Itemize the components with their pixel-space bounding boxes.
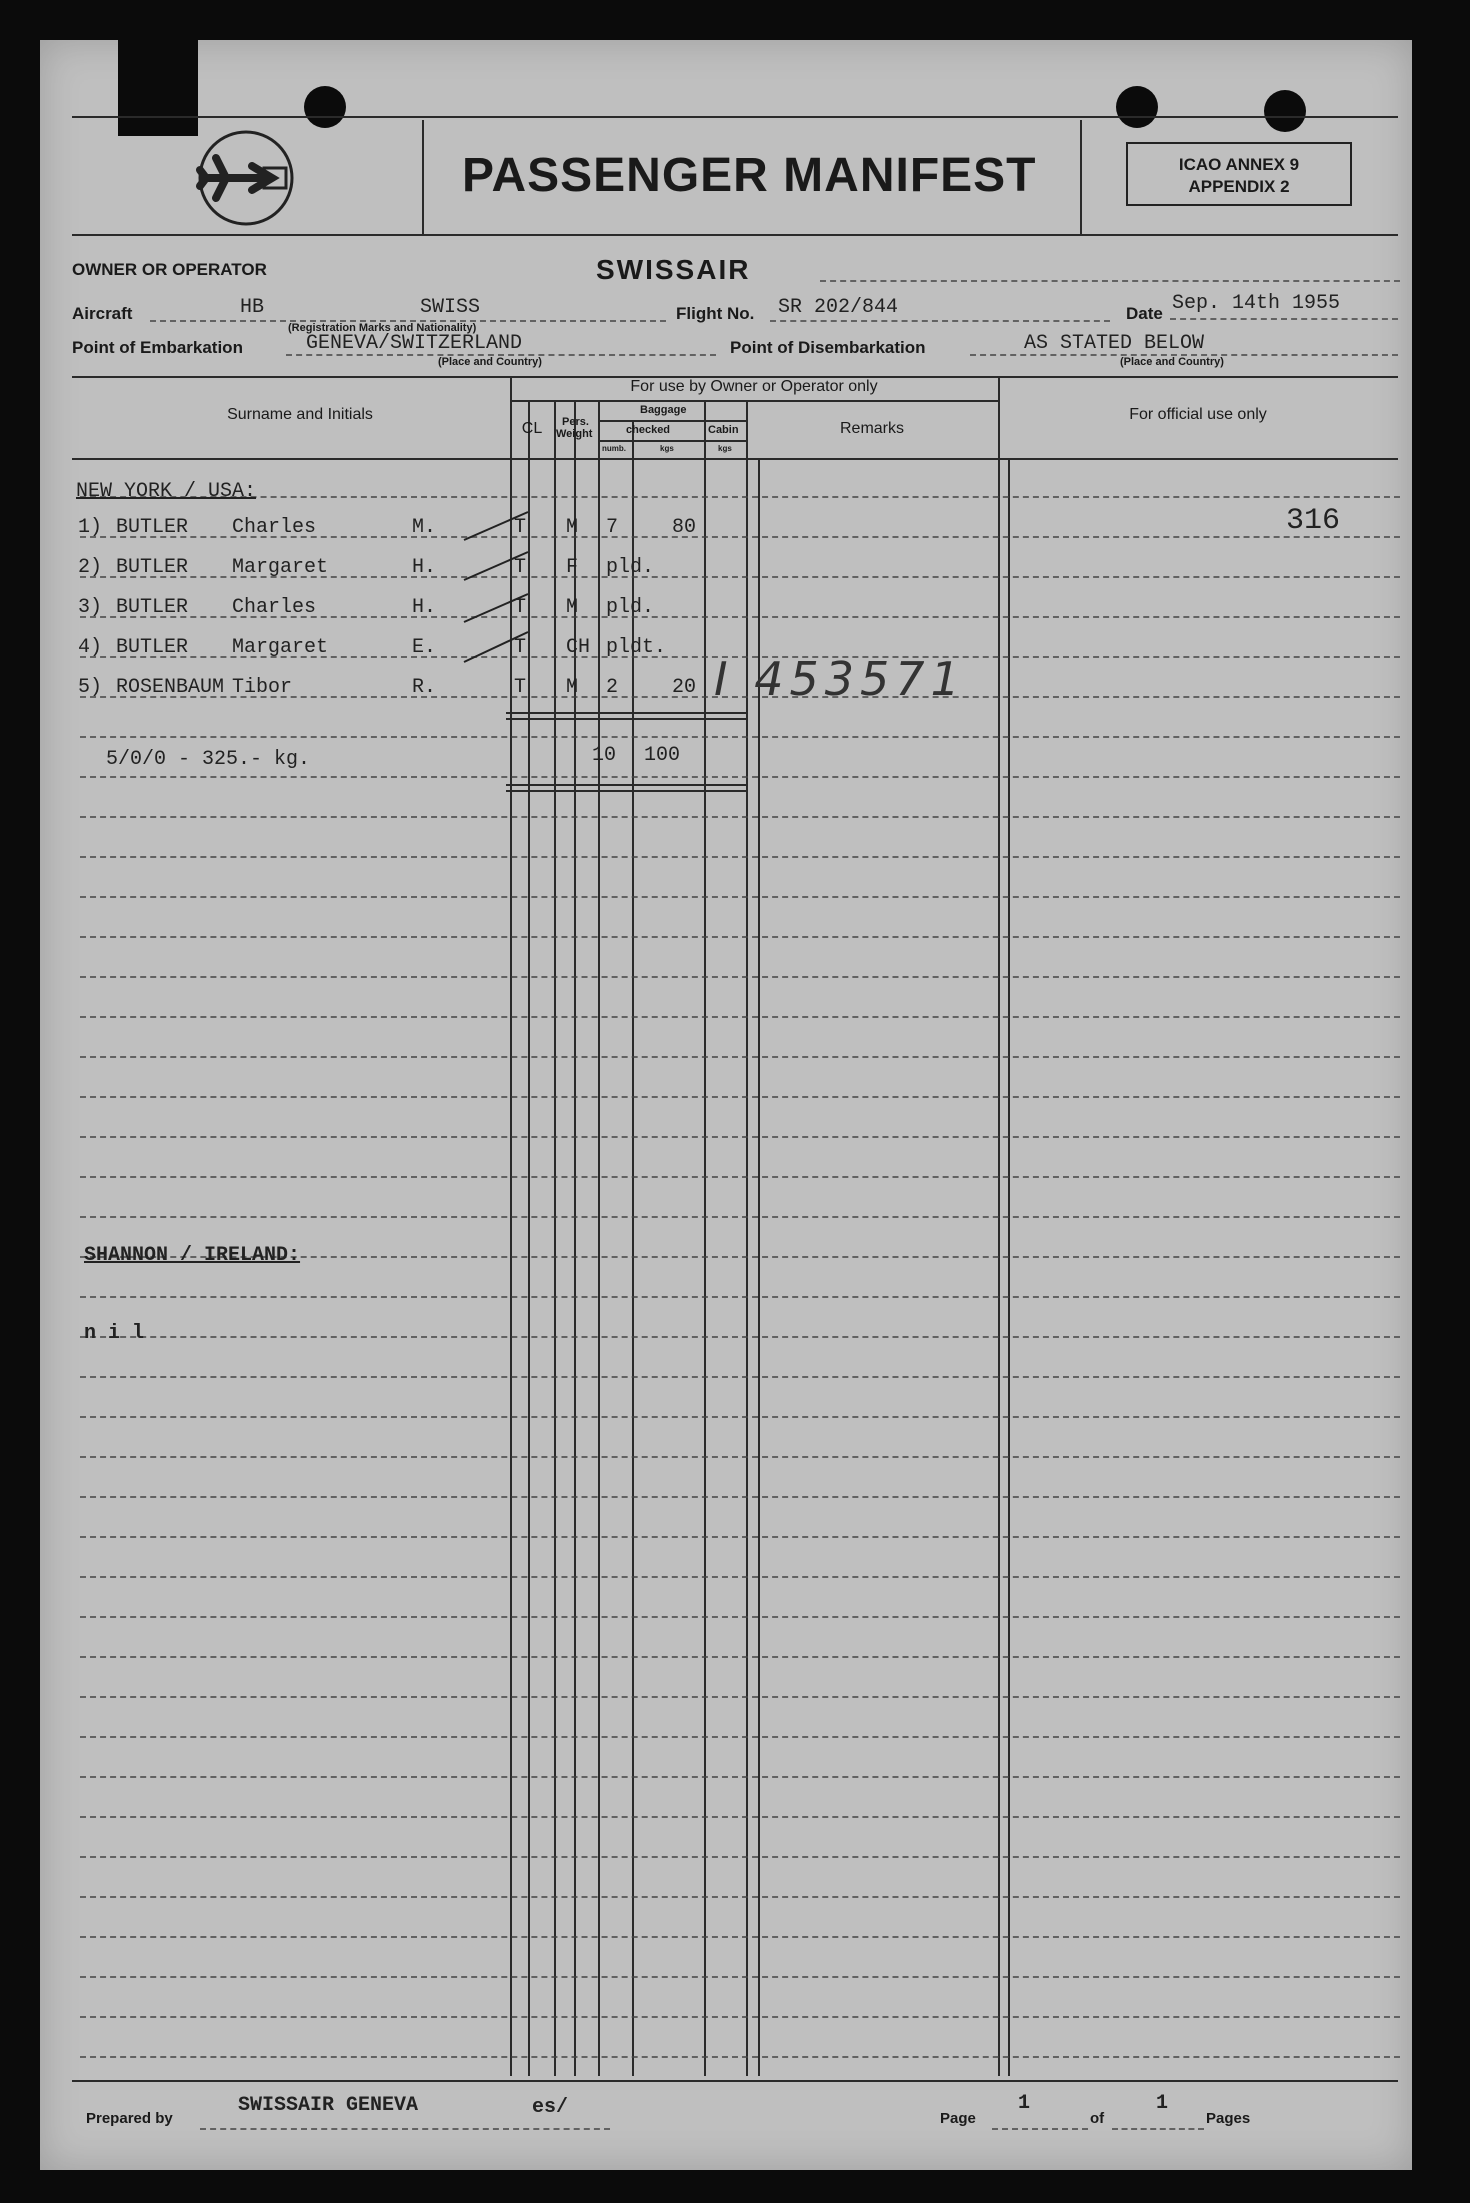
- ruled-line: [80, 976, 1400, 978]
- owner-label: OWNER OR OPERATOR: [72, 260, 267, 279]
- ruled-line: [80, 1656, 1400, 1658]
- total-kgs: 100: [644, 744, 681, 767]
- ruled-line: [80, 1376, 1400, 1378]
- kgs-header: kgs: [660, 444, 674, 453]
- icao-line-2: APPENDIX 2: [1188, 177, 1290, 196]
- embark-value: GENEVA/SWITZERLAND: [306, 332, 523, 355]
- official-header: For official use only: [1129, 406, 1267, 423]
- ruled-line: [80, 1976, 1400, 1978]
- ruled-line: [80, 496, 1400, 498]
- punch-hole: [1264, 90, 1306, 132]
- passenger-numb: pld.: [606, 596, 655, 619]
- passenger-surname: BUTLER: [116, 636, 189, 659]
- ruled-line: [80, 776, 1400, 778]
- passenger-given: Margaret: [232, 556, 329, 579]
- pages-label: Pages: [1206, 2110, 1251, 2127]
- disembark-value: AS STATED BELOW: [1024, 332, 1205, 355]
- ruled-line: [80, 1776, 1400, 1778]
- owner-use-header: For use by Owner or Operator only: [630, 378, 878, 395]
- disembark-note: (Place and Country): [1120, 356, 1224, 368]
- passenger-cl: T: [514, 596, 527, 619]
- passenger-surname: BUTLER: [116, 596, 189, 619]
- passenger-numb: 7: [606, 516, 619, 539]
- passenger-initial: R.: [412, 676, 437, 699]
- tick-marks: [460, 500, 540, 680]
- cabin-header: Cabin: [708, 424, 739, 436]
- passenger-initial: E.: [412, 636, 437, 659]
- ruled-line: [80, 1696, 1400, 1698]
- of-label: of: [1090, 2110, 1105, 2127]
- ruled-line: [80, 2016, 1400, 2018]
- cl-header: CL: [521, 420, 543, 437]
- passenger-no: 2): [78, 556, 103, 579]
- airplane-logo-icon: [194, 130, 298, 226]
- aircraft-label: Aircraft: [72, 304, 133, 323]
- passenger-kgs: 80: [672, 516, 697, 539]
- page-label: Page: [940, 2110, 976, 2127]
- ruled-line: [80, 1336, 1400, 1338]
- owner-value: SWISSAIR: [596, 254, 751, 285]
- ruled-line: [80, 1816, 1400, 1818]
- handwritten-remark: I 453571: [714, 652, 966, 706]
- icao-box: [1126, 142, 1352, 206]
- prepared-value: SWISSAIR GENEVA: [238, 2094, 419, 2117]
- total-numb: 10: [592, 744, 617, 767]
- aircraft-nationality: SWISS: [420, 296, 481, 319]
- prepared-initials: es/: [532, 2096, 569, 2119]
- passenger-numb: pldt.: [606, 636, 667, 659]
- ruled-line: [80, 1736, 1400, 1738]
- passenger-weight: M: [566, 596, 579, 619]
- passenger-weight: M: [566, 516, 579, 539]
- passenger-given: Tibor: [232, 676, 293, 699]
- embark-label: Point of Embarkation: [72, 338, 243, 357]
- ruled-line: [80, 1616, 1400, 1618]
- ruled-line: [80, 936, 1400, 938]
- summary-total: 5/0/0 - 325.- kg.: [106, 748, 311, 771]
- ruled-line: [80, 1496, 1400, 1498]
- ruled-line: [80, 1576, 1400, 1578]
- passenger-cl: T: [514, 556, 527, 579]
- ruled-line: [80, 2056, 1400, 2058]
- passenger-no: 3): [78, 596, 103, 619]
- date-value: Sep. 14th 1955: [1172, 292, 1341, 315]
- ruled-line: [80, 1296, 1400, 1298]
- date-label: Date: [1126, 304, 1163, 323]
- embark-note: (Place and Country): [438, 356, 542, 368]
- ruled-line: [80, 1096, 1400, 1098]
- section-new-york: NEW YORK / USA:: [76, 480, 257, 503]
- flight-value: SR 202/844: [778, 296, 899, 319]
- ruled-line: [80, 1896, 1400, 1898]
- passenger-surname: BUTLER: [116, 516, 189, 539]
- ruled-line: [80, 1176, 1400, 1178]
- baggage-header: Baggage: [640, 404, 687, 416]
- passenger-numb: 2: [606, 676, 619, 699]
- passenger-kgs: 20: [672, 676, 697, 699]
- ruled-line: [80, 1136, 1400, 1138]
- passenger-no: 1): [78, 516, 103, 539]
- flight-label: Flight No.: [676, 304, 755, 323]
- passenger-surname: BUTLER: [116, 556, 189, 579]
- passenger-numb: pld.: [606, 556, 655, 579]
- passenger-weight: CH: [566, 636, 591, 659]
- pages-value: 1: [1156, 2092, 1169, 2115]
- passenger-cl: T: [514, 516, 527, 539]
- ruled-line: [80, 1216, 1400, 1218]
- passenger-weight: F: [566, 556, 579, 579]
- binder-tab: [118, 40, 198, 136]
- passenger-given: Charles: [232, 516, 317, 539]
- aircraft-reg: HB: [240, 296, 265, 319]
- passenger-no: 4): [78, 636, 103, 659]
- aircraft-note: (Registration Marks and Nationality): [288, 322, 477, 334]
- ruled-line: [80, 1416, 1400, 1418]
- disembark-label: Point of Disembarkation: [730, 338, 926, 357]
- passenger-given: Charles: [232, 596, 317, 619]
- prepared-label: Prepared by: [86, 2110, 173, 2127]
- surname-header: Surname and Initials: [227, 406, 373, 423]
- nil-entry: n i l: [84, 1322, 145, 1345]
- passenger-initial: H.: [412, 556, 437, 579]
- ruled-line: [80, 1536, 1400, 1538]
- ruled-line: [80, 1456, 1400, 1458]
- ruled-line: [80, 1056, 1400, 1058]
- ruled-line: [80, 1936, 1400, 1938]
- pers-header: Pers.: [562, 416, 589, 428]
- ruled-line: [80, 736, 1400, 738]
- ruled-line: [80, 1856, 1400, 1858]
- cabin-kgs-header: kgs: [718, 444, 732, 453]
- passenger-weight: M: [566, 676, 579, 699]
- section-shannon: SHANNON / IRELAND:: [84, 1244, 301, 1267]
- numb-header: numb.: [602, 444, 626, 453]
- official-number: 316: [1286, 504, 1341, 538]
- ruled-line: [80, 856, 1400, 858]
- icao-line-1: ICAO ANNEX 9: [1178, 155, 1300, 174]
- passenger-initial: H.: [412, 596, 437, 619]
- page-value: 1: [1018, 2092, 1031, 2115]
- weight-header: Weight: [556, 428, 593, 440]
- checked-header: checked: [626, 424, 671, 436]
- ruled-line: [80, 816, 1400, 818]
- passenger-given: Margaret: [232, 636, 329, 659]
- page-title: PASSENGER MANIFEST: [462, 149, 1037, 202]
- passenger-cl: T: [514, 636, 527, 659]
- passenger-surname: ROSENBAUM: [116, 676, 225, 699]
- passenger-cl: T: [514, 676, 527, 699]
- passenger-initial: M.: [412, 516, 437, 539]
- passenger-no: 5): [78, 676, 103, 699]
- ruled-line: [80, 896, 1400, 898]
- remarks-header: Remarks: [839, 420, 904, 437]
- punch-hole: [1116, 86, 1158, 128]
- ruled-line: [80, 1016, 1400, 1018]
- punch-hole: [304, 86, 346, 128]
